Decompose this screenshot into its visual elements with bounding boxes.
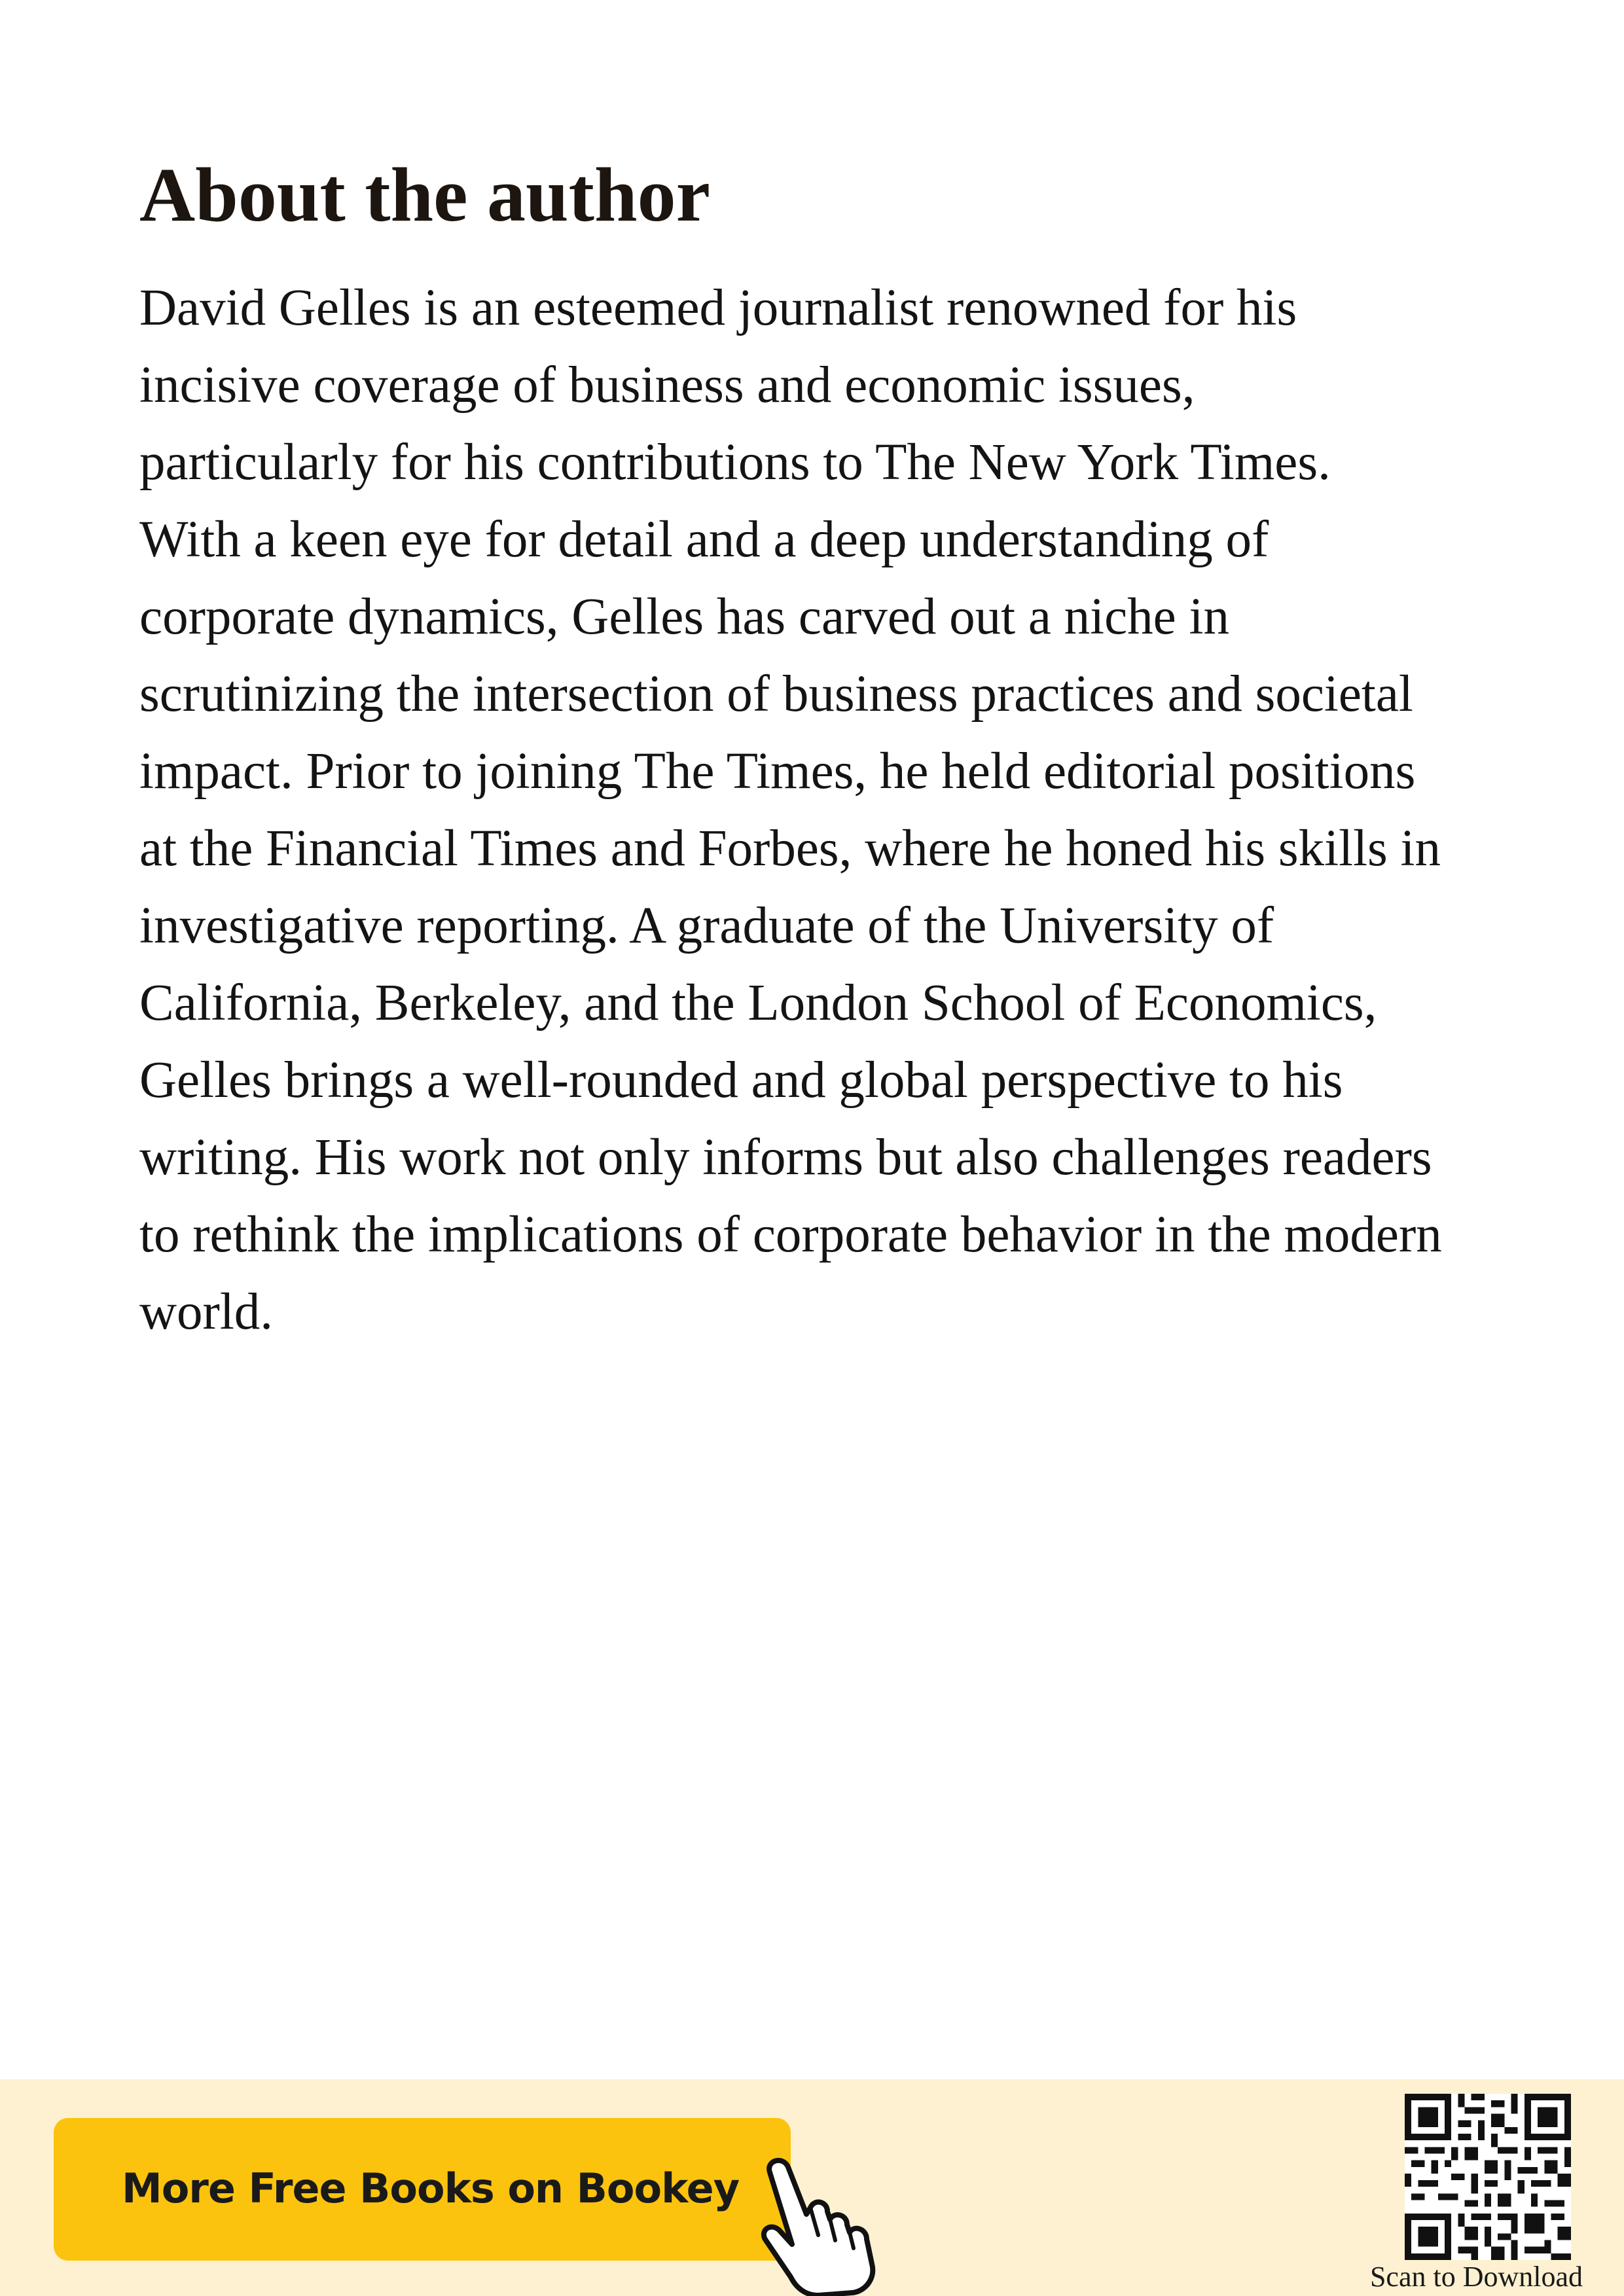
bio-line: world. [139, 1283, 274, 1340]
page-title: About the author [139, 152, 710, 238]
bio-line: writing. His work not only informs but also challenges readers [139, 1129, 1432, 1186]
author-bio [139, 270, 1547, 1351]
bio-line: With a keen eye for detail and a deep understanding of [139, 511, 1269, 568]
bio-line: Gelles brings a well-rounded and global perspective to his [139, 1052, 1343, 1109]
bio-line: scrutinizing the intersection of business practices and societal [139, 666, 1413, 723]
more-free-books-label: More Free Books on Bookey [122, 2164, 740, 2212]
bio-line: particularly for his contributions to The New York Times. [139, 434, 1331, 491]
pointing-hand-icon [720, 2124, 890, 2296]
bio-line: to rethink the implications of corporate behavior in the modern [139, 1206, 1442, 1263]
bio-line: incisive coverage of business and economic issues, [139, 357, 1195, 414]
bio-line: investigative reporting. A graduate of the University of [139, 897, 1274, 954]
more-free-books-button[interactable] [54, 2118, 791, 2261]
bio-line: at the Financial Times and Forbes, where he honed his skills in [139, 820, 1441, 877]
bio-line: David Gelles is an esteemed journalist renowned for his [139, 279, 1297, 336]
qr-code-icon [1405, 2094, 1571, 2260]
bio-line: impact. Prior to joining The Times, he held editorial positions [139, 743, 1416, 800]
qr-caption: Scan to Download [1369, 2261, 1583, 2293]
footer-banner [0, 2079, 1624, 2296]
bio-line: California, Berkeley, and the London School of Economics, [139, 975, 1377, 1031]
bio-line: corporate dynamics, Gelles has carved out a niche in [139, 588, 1229, 645]
